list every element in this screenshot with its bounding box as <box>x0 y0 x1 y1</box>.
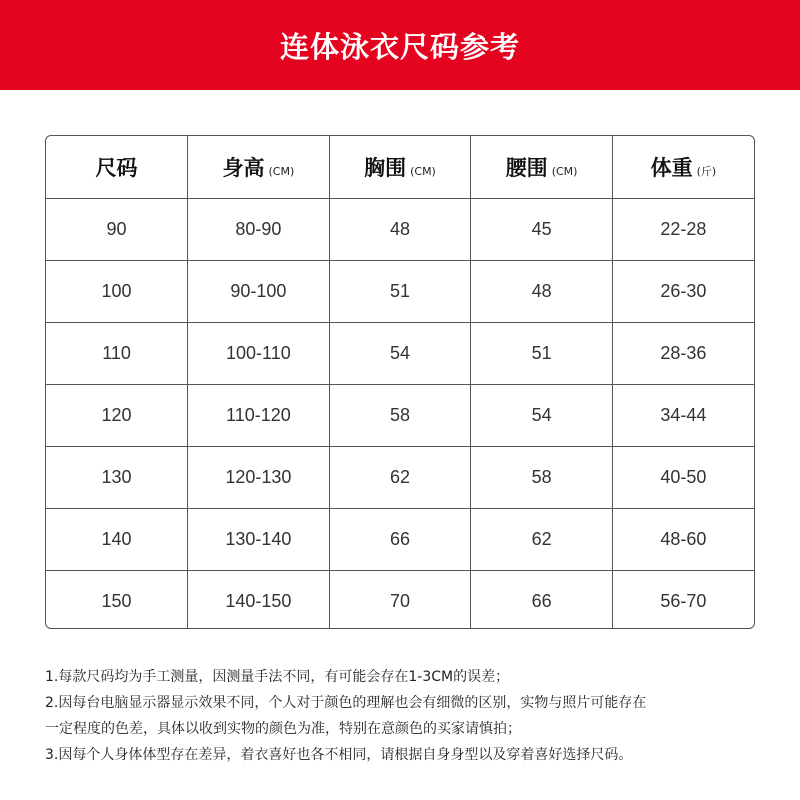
header-chest <box>329 136 471 199</box>
cell-chest: 66 <box>329 509 471 571</box>
cell-waist: 48 <box>471 261 613 323</box>
table-row <box>46 571 754 630</box>
cell-height: 140-150 <box>188 571 330 630</box>
header-chest-unit: (CM) <box>410 165 436 178</box>
cell-weight: 34-44 <box>612 385 754 447</box>
cell-chest: 70 <box>329 571 471 630</box>
header-weight-label: 体重 <box>650 156 693 180</box>
cell-weight: 26-30 <box>612 261 754 323</box>
cell-size: 140 <box>46 509 188 571</box>
cell-size: 90 <box>46 199 188 261</box>
cell-waist: 54 <box>471 385 613 447</box>
header-waist <box>471 136 613 199</box>
table-row <box>46 261 754 323</box>
header-waist-unit: (CM) <box>551 165 578 178</box>
cell-size: 150 <box>46 571 188 630</box>
table-row <box>46 199 754 261</box>
cell-height: 80-90 <box>188 199 330 261</box>
note-line-3: 3.因每个人身体体型存在差异，着衣喜好也各不相同，请根据自身身型以及穿着喜好选择尺码。 <box>45 747 633 763</box>
header-height <box>188 136 330 199</box>
cell-height: 100-110 <box>188 323 330 385</box>
cell-size: 110 <box>46 323 188 385</box>
size-table-container <box>45 135 755 629</box>
table-row <box>46 385 754 447</box>
cell-weight: 22-28 <box>612 199 754 261</box>
header-waist-label: 腰围 <box>505 156 548 180</box>
table-row <box>46 447 754 509</box>
table-row <box>46 323 754 385</box>
cell-weight: 48-60 <box>612 509 754 571</box>
header-height-label: 身高 <box>222 156 265 180</box>
note-line-2-continued: 一定程度的色差，具体以收到实物的颜色为准，特别在意颜色的买家请慎拍； <box>45 721 521 737</box>
page-title: 连体泳衣尺码参考 <box>279 29 520 64</box>
size-table <box>46 136 754 629</box>
cell-height: 120-130 <box>188 447 330 509</box>
header-height-unit: (CM) <box>268 165 295 178</box>
table-header-row <box>46 136 754 199</box>
cell-chest: 51 <box>329 261 471 323</box>
note-line-2: 2.因每台电脑显示器显示效果不同，个人对于颜色的理解也会有细微的区别，实物与照片可能存在 <box>45 695 647 711</box>
cell-height: 90-100 <box>188 261 330 323</box>
title-banner <box>0 0 800 90</box>
header-weight-unit: (斤) <box>696 165 717 178</box>
cell-chest: 54 <box>329 323 471 385</box>
cell-chest: 48 <box>329 199 471 261</box>
cell-size: 100 <box>46 261 188 323</box>
cell-waist: 51 <box>471 323 613 385</box>
cell-weight: 56-70 <box>612 571 754 630</box>
header-size <box>46 136 188 199</box>
cell-chest: 62 <box>329 447 471 509</box>
cell-waist: 45 <box>471 199 613 261</box>
header-chest-label: 胸围 <box>364 156 407 180</box>
notes-section <box>45 664 760 768</box>
cell-waist: 62 <box>471 509 613 571</box>
cell-height: 130-140 <box>188 509 330 571</box>
cell-size: 120 <box>46 385 188 447</box>
table-row <box>46 509 754 571</box>
cell-weight: 28-36 <box>612 323 754 385</box>
cell-waist: 66 <box>471 571 613 630</box>
header-weight <box>612 136 754 199</box>
cell-chest: 58 <box>329 385 471 447</box>
cell-weight: 40-50 <box>612 447 754 509</box>
note-line-1: 1.每款尺码均为手工测量，因测量手法不同，有可能会存在1-3CM的误差； <box>45 669 510 685</box>
header-size-label: 尺码 <box>95 156 138 180</box>
cell-height: 110-120 <box>188 385 330 447</box>
cell-size: 130 <box>46 447 188 509</box>
cell-waist: 58 <box>471 447 613 509</box>
